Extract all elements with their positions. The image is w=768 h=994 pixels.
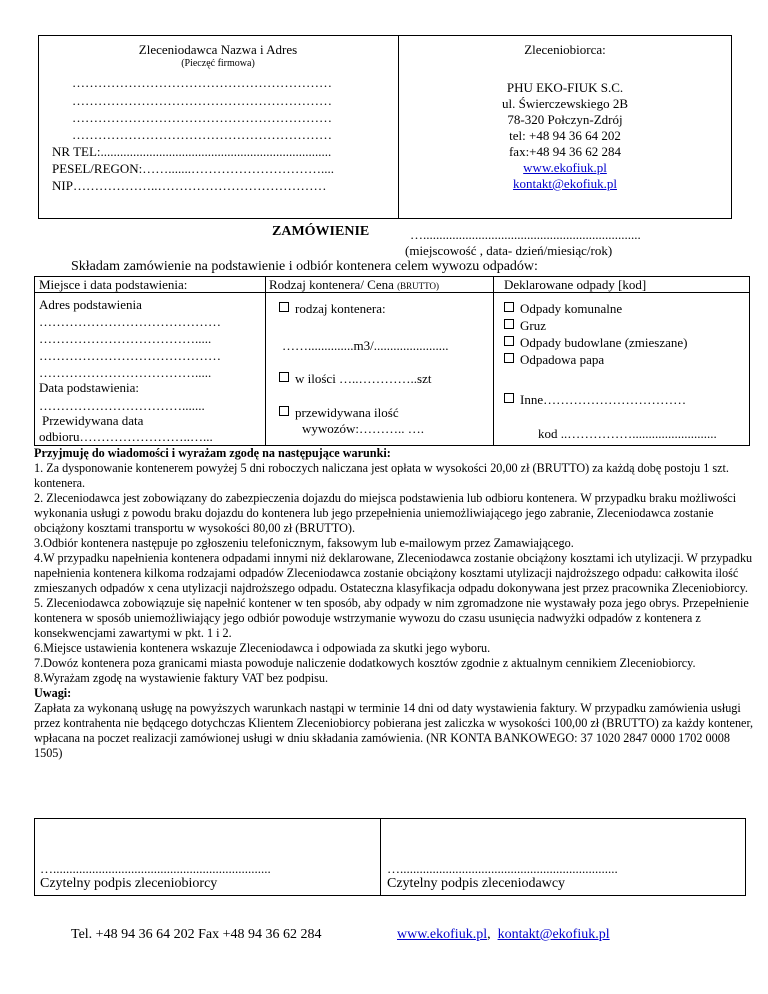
trips-field[interactable]: wywozów:……….. …. (302, 421, 425, 436)
condition-item: 8.Wyrażam zgodę na wystawienie faktury VAT bez podpisu. (34, 671, 329, 685)
conditions-block (34, 446, 756, 761)
contractor-line-1[interactable]: …………………………………………………… (72, 75, 332, 90)
conditions-heading: Przyjmuję do wiadomości i wyrażam zgodę na następujące warunki: (34, 446, 391, 460)
container-type-row (279, 301, 386, 317)
client-signature-label: Czytelny podpis zleceniodawcy (387, 876, 566, 891)
address-line-4[interactable]: ………………………………..... (39, 365, 212, 380)
waste-option-other (504, 392, 686, 408)
rubble-label: Gruz (520, 318, 546, 333)
signature-divider (380, 818, 381, 896)
provider-email-link[interactable]: kontakt@ekofiuk.pl (512, 176, 618, 191)
waste-option-rubble (504, 318, 546, 334)
provider-name: PHU EKO-FIUK S.C. (506, 80, 624, 95)
col3-header: Deklarowane odpady [kod] (504, 277, 647, 292)
m3-field[interactable]: ……..............m3/....................... (282, 338, 449, 353)
contractor-title: Zleceniodawca Nazwa i Adres (138, 42, 298, 57)
condition-item: 5. Zleceniodawca zobowiązuje się napełnić kontener w ten sposób, aby odpady w nim zgromadzone nie wystawały poza jego obrys. Przepełnienie kontenera w sposób uniemożliwiający jego odbiór powoduje wstrzymanie wywozu do czasu usunięcia nadwyżki odpadów z kontenera z konsekwencjami zawartymi w pkt. 1 i 2. (34, 596, 749, 640)
provider-fax: fax:+48 94 36 62 284 (508, 144, 622, 159)
other-checkbox[interactable] (504, 393, 514, 403)
place-date-hint: (miejscowość , data- dzień/miesiąc/rok) (405, 243, 613, 258)
waste-option-roofing (504, 352, 604, 368)
header-divider (398, 35, 399, 219)
order-intro: Składam zamówienie na podstawienie i odbiór kontenera celem wywozu odpadów: (71, 259, 538, 274)
roofing-label: Odpadowa papa (520, 352, 605, 367)
col2-header-text: Rodzaj kontenera/ Cena (269, 277, 394, 292)
pesel-field[interactable]: PESEL/REGON:…….......………………………….... (52, 161, 335, 176)
footer-www-link[interactable]: www.ekofiuk.pl (397, 927, 488, 942)
condition-item: 4.W przypadku napełnienia kontenera odpadami innymi niż deklarowane, Zleceniodawca zostanie obciążony kosztami ich utylizacji. W przypadku napełnienia kontenera kilkoma rodzajami odpadów Zleceniodawca zostanie obciążony kosztami utylizacji najdroższego odpadu: całkowita ilość zmieszanych odpadów x cena utylizacji najdroższego odpadu. Ostateczna klasyfikacja odpadu dokonywana jest przez pracownika Zleceniobiorcy. (34, 551, 753, 595)
quantity-field[interactable]: w ilości …..…………..szt (295, 371, 432, 386)
address-label: Adres podstawienia (39, 297, 142, 312)
address-line-3[interactable]: …………………………………… (39, 348, 221, 363)
pickup-field[interactable]: odbioru……………………..…... (39, 429, 213, 444)
expected-count-row (279, 405, 399, 421)
contractor-line-2[interactable]: …………………………………………………… (72, 93, 332, 108)
col2-header-brutto: (BRUTTO) (397, 281, 439, 291)
address-line-2[interactable]: ………………………………..... (39, 331, 212, 346)
table-col-rule-1 (265, 276, 266, 446)
provider-street: ul. Świerczewskiego 2B (501, 96, 628, 111)
contractor-signature-line[interactable]: …................................................................... (40, 861, 271, 876)
provider-www-link[interactable]: www.ekofiuk.pl (523, 160, 607, 175)
container-type-label: rodzaj kontenera: (295, 301, 386, 316)
col2-header (269, 277, 439, 294)
roofing-checkbox[interactable] (504, 353, 514, 363)
condition-item: 1. Za dysponowanie kontenerem powyżej 5 dni roboczych naliczana jest opłata w wysokości 20,00 zł (BRUTTO) za każdą dobę postoju 1 szt. kontenera. (34, 461, 729, 490)
address-line-1[interactable]: …………………………………… (39, 314, 221, 329)
contractor-line-3[interactable]: …………………………………………………… (72, 110, 332, 125)
condition-item: 2. Zleceniodawca jest zobowiązany do zabezpieczenia dojazdu do miejsca podstawienia lub odbioru kontenera. W przypadku braku możliwości wykonania usługi z powodu braku dojazdu do kontenera lub jego przepełnienia uniemożliwiającego jego zabranie, Zleceniodawca zostanie obciążony kosztami transportu w wysokości 80,00 zł (BRUTTO). (34, 491, 737, 535)
contractor-line-4[interactable]: …………………………………………………… (72, 127, 332, 142)
date-label: Data podstawienia: (39, 380, 139, 395)
notes-text: Zapłata za wykonaną usługę na powyższych warunkach nastąpi w terminie 14 dni od daty wystawienia faktury. W przypadku zamówienia usługi przez kontrahenta nie będącego dotychczas Klientem Zleceniobiorcy pobierana jest zaliczka w wysokości 100,00 zł (BRUTTO) za każdy kontener, wpłacana na poczet realizacji zamówionej usługi w dniu składania zamówienia. (NR KONTA BANKOWEGO: 37 1020 2847 0000 1702 0008 1505) (34, 701, 754, 760)
condition-item: 3.Odbiór kontenera następuje po zgłoszeniu telefonicznym, faksowym lub e-mailowym przez Zamawiającego. (34, 536, 574, 550)
construction-label: Odpady budowlane (zmieszane) (520, 335, 688, 350)
rubble-checkbox[interactable] (504, 319, 514, 329)
container-type-checkbox[interactable] (279, 302, 289, 312)
contractor-signature-label: Czytelny podpis zleceniobiorcy (40, 876, 218, 891)
col1-header: Miejsce i data podstawienia: (39, 277, 188, 292)
other-field[interactable]: Inne…………………………… (520, 392, 687, 407)
notes-heading: Uwagi: (34, 686, 72, 700)
expected-count-checkbox[interactable] (279, 406, 289, 416)
client-signature-line[interactable]: …................................................................... (387, 861, 618, 876)
waste-option-municipal (504, 301, 622, 317)
place-date-field[interactable]: …................................................................... (410, 227, 641, 242)
provider-title: Zleceniobiorca: (524, 42, 606, 57)
provider-city: 78-320 Połczyn-Zdrój (507, 112, 623, 127)
municipal-checkbox[interactable] (504, 302, 514, 312)
waste-code-field[interactable]: kod ..…………….......................... (538, 426, 717, 441)
table-col-rule-2 (493, 276, 494, 446)
nr-tel-field[interactable]: NR TEL:....................................................................... (52, 144, 332, 159)
expected-count-label: przewidywana ilość (295, 405, 399, 420)
quantity-row (279, 371, 432, 387)
footer-email-link[interactable]: kontakt@ekofiuk.pl (497, 927, 610, 942)
contractor-subtitle: (Pieczęć firmowa) (181, 58, 255, 69)
provider-tel: tel: +48 94 36 64 202 (509, 128, 621, 143)
waste-option-construction (504, 335, 688, 351)
footer-separator: , (487, 927, 491, 942)
condition-item: 7.Dowóz kontenera poza granicami miasta powoduje naliczenie dodatkowych kosztów zgodnie z aktualnym cennikiem Zleceniobiorcy. (34, 656, 696, 670)
footer-links (397, 927, 610, 943)
date-field[interactable]: ……………………………....... (39, 398, 205, 413)
quantity-checkbox[interactable] (279, 372, 289, 382)
construction-checkbox[interactable] (504, 336, 514, 346)
order-title: ZAMÓWIENIE (272, 224, 370, 239)
nip-field[interactable]: NIP………………..………………………………… (52, 178, 327, 193)
expected-label: Przewidywana data (42, 413, 144, 428)
municipal-label: Odpady komunalne (520, 301, 623, 316)
footer-contact: Tel. +48 94 36 64 202 Fax +48 94 36 62 284 (71, 927, 322, 942)
condition-item: 6.Miejsce ustawienia kontenera wskazuje Zleceniodawca i odpowiada za skutki jego wyboru. (34, 641, 491, 655)
